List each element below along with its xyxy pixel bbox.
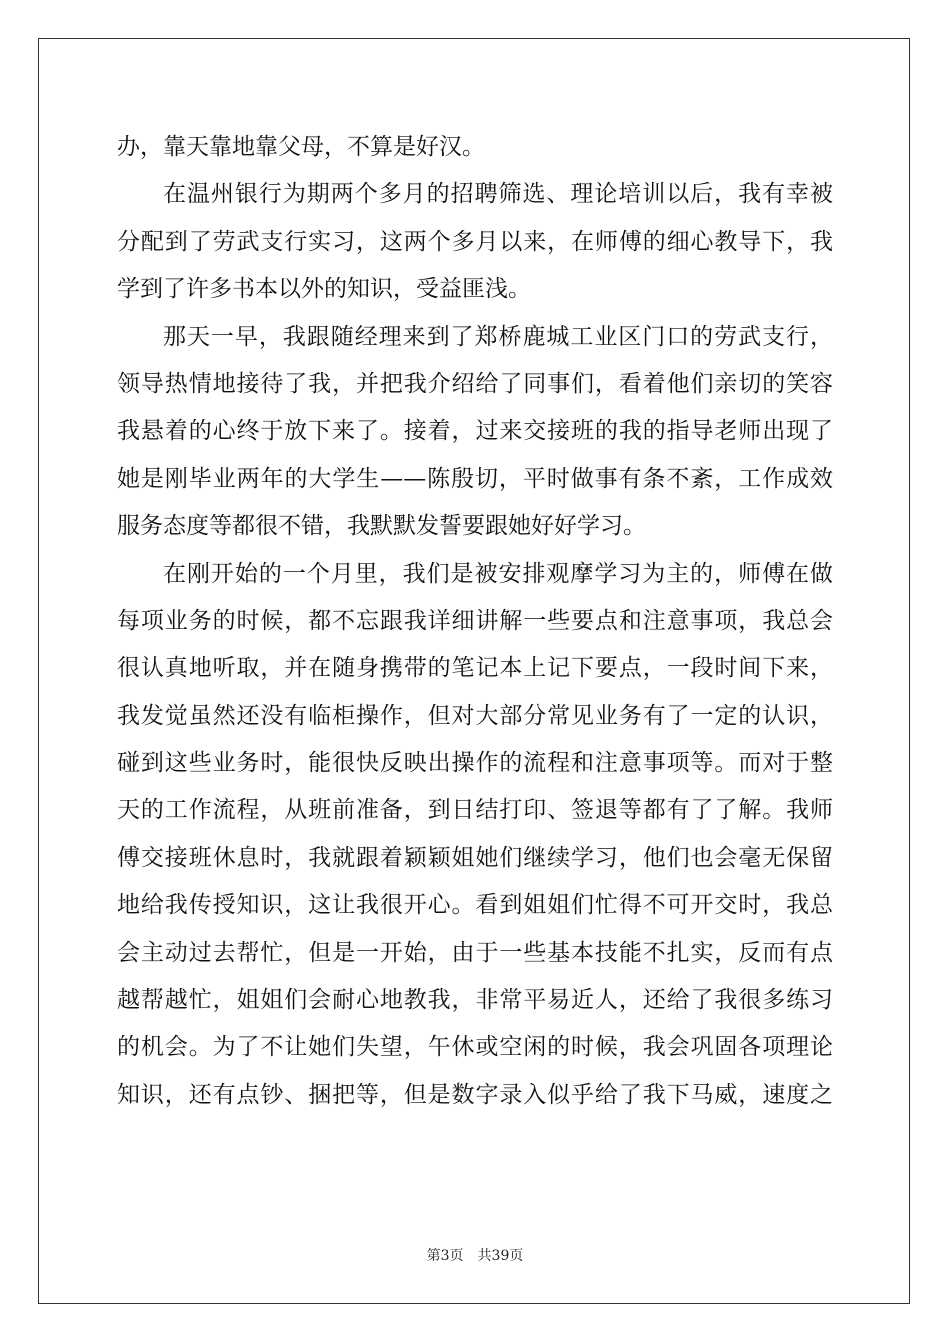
text-line: 在刚开始的一个月里，我们是被安排观摩学习为主的，师傅在做 <box>163 560 833 587</box>
text-line: 越帮越忙，姐姐们会耐心地教我，非常平易近人，还给了我很多练习 <box>117 987 833 1014</box>
text-line: 办，靠天靠地靠父母，不算是好汉。 <box>117 134 485 160</box>
text-line: 傅交接班休息时，我就跟着颖颖姐她们继续学习，他们也会毫无保留 <box>117 844 833 871</box>
text-line: 在温州银行为期两个多月的招聘筛选、理论培训以后，我有幸被 <box>163 181 833 208</box>
page-total: 共39页 <box>477 1248 524 1264</box>
text-line: 每项业务的时候，都不忘跟我详细讲解一些要点和注意事项，我总会 <box>117 607 833 634</box>
text-line: 她是刚毕业两年的大学生——陈殷切，平时做事有条不紊，工作成效 <box>117 465 833 492</box>
page-number: 第3页 <box>426 1248 464 1264</box>
text-line: 服务态度等都很不错，我默默发誓要跟她好好学习。 <box>117 513 646 540</box>
text-line: 我发觉虽然还没有临柜操作，但对大部分常见业务有了一定的认识， <box>117 702 833 729</box>
text-line: 会主动过去帮忙，但是一开始，由于一些基本技能不扎实，反而有点 <box>117 939 833 966</box>
document-body <box>117 124 833 1119</box>
text-line: 领导热情地接待了我，并把我介绍给了同事们，看着他们亲切的笑容 <box>117 370 833 397</box>
page-footer <box>0 1245 950 1265</box>
text-line: 知识，还有点钞、捆把等，但是数字录入似乎给了我下马威，速度之 <box>117 1081 833 1108</box>
text-line: 很认真地听取，并在随身携带的笔记本上记下要点，一段时间下来， <box>117 655 833 682</box>
text-line: 碰到这些业务时，能很快反映出操作的流程和注意事项等。而对于整 <box>117 750 833 777</box>
text-line: 天的工作流程，从班前准备，到日结打印、签退等都有了了解。我师 <box>117 797 833 824</box>
text-line: 的机会。为了不让她们失望，午休或空闲的时候，我会巩固各项理论 <box>117 1034 833 1061</box>
text-line: 分配到了劳武支行实习，这两个多月以来，在师傅的细心教导下，我 <box>117 228 833 255</box>
text-line: 我悬着的心终于放下来了。接着，过来交接班的我的指导老师出现了 <box>117 418 833 445</box>
text-line: 地给我传授知识，这让我很开心。看到姐姐们忙得不可开交时，我总 <box>117 892 833 919</box>
text-line: 学到了许多书本以外的知识，受益匪浅。 <box>117 276 531 303</box>
text-line: 那天一早，我跟随经理来到了郑桥鹿城工业区门口的劳武支行， <box>163 323 833 350</box>
